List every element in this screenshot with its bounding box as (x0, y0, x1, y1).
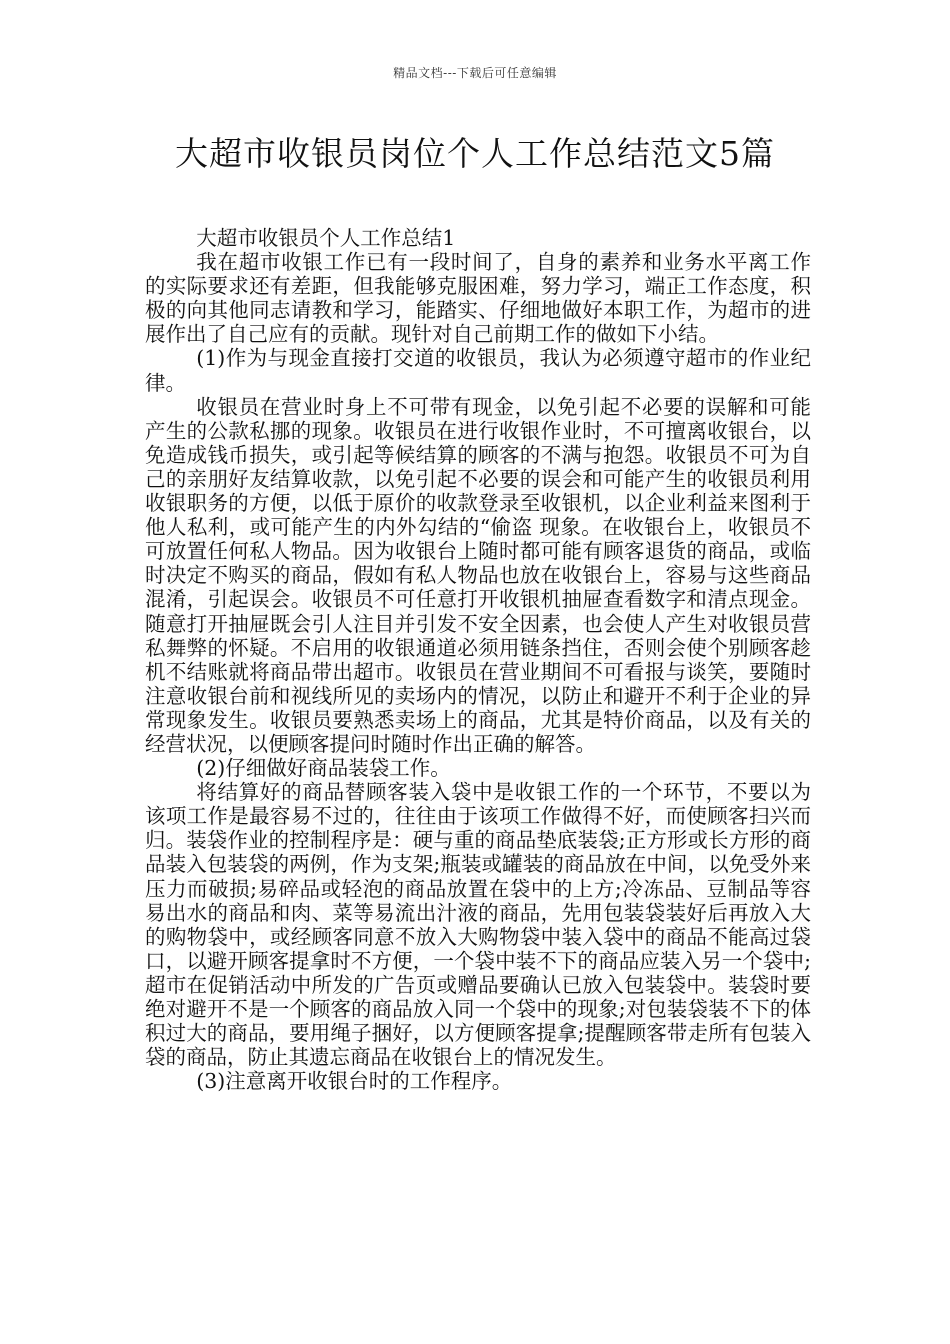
header-note: 精品文档---下载后可任意编辑 (393, 66, 557, 80)
section-title: 大超市收银员个人工作总结1 (196, 226, 456, 250)
point-2-heading: (2)仔细做好商品装袋工作。 (196, 756, 451, 781)
document-body (145, 226, 811, 1093)
point-2-body: 将结算好的商品替顾客装入袋中是收银工作的一个环节，不要以为该项工作是最容易不过的，往往由于该项工作做得不好，而使顾客扫兴而归。装袋作业的控制程序是：硬与重的商品垫底装袋;正方形或长方形的商品装入包装袋的两例，作为支架;瓶装或罐装的商品放在中间，以免受外来压力而破损;易碎品或轻泡的商品放置在袋中的上方;冷冻品、豆制品等容易出水的商品和肉、菜等易流出汁液的商品，先用包装袋装好后再放入大的购物袋中，或经顾客同意不放入大购物袋中装入袋中的商品不能高过袋口，以避开顾客提拿时不方便，一个袋中装不下的商品应装入另一个袋中;超市在促销活动中所发的广告页或赠品要确认已放入包装袋中。装袋时要绝对避开不是一个顾客的商品放入同一个袋中的现象;对包装袋装不下的体积过大的商品，要用绳子捆好，以方便顾客提拿;提醒顾客带走所有包装入袋的商品，防止其遗忘商品在收银台上的情况发生。 (145, 780, 811, 1070)
paragraph-intro: 我在超市收银工作已有一段时间了，自身的素养和业务水平离工作的实际要求还有差距，但我能够克服困难，努力学习，端正工作态度，积极的向其他同志请教和学习，能踏实、仔细地做好本职工作，为超市的进展作出了自己应有的贡献。现针对自己前期工作的做如下小结。 (145, 250, 811, 347)
document-title: 大超市收银员岗位个人工作总结范文5篇 (175, 134, 775, 173)
point-3-heading: (3)注意离开收银台时的工作程序。 (196, 1069, 513, 1094)
point-1-body: 收银员在营业时身上不可带有现金，以免引起不必要的误解和可能产生的公款私挪的现象。收银员在进行收银作业时，不可擅离收银台，以免造成钱币损失，或引起等候结算的顾客的不满与抱怨。收银员不可为自己的亲朋好友结算收款，以免引起不必要的误会和可能产生的收银员利用收银职务的方便，以低于原价的收款登录至收银机，以企业利益来图利于他人私利，或可能产生的内外勾结的“偷盗 现象。在收银台上，收银员不可放置任何私人物品。因为收银台上随时都可能有顾客退货的商品，或临时决定不购买的商品，假如有私人物品也放在收银台上，容易与这些商品混淆，引起误会。收银员不可任意打开收银机抽屉查看数字和清点现金。随意打开抽屉既会引人注目并引发不安全因素，也会使人产生对收银员营私舞弊的怀疑。不启用的收银通道必须用链条挡住，否则会使个别顾客趁机不结账就将商品带出超市。收银员在营业期间不可看报与谈笑，要随时注意收银台前和视线所见的卖场内的情况，以防止和避开不利于企业的异常现象发生。收银员要熟悉卖场上的商品，尤其是特价商品，以及有关的经营状况，以便顾客提问时随时作出正确的解答。 (145, 394, 811, 756)
point-1-heading: (1)作为与现金直接打交道的收银员，我认为必须遵守超市的作业纪律。 (145, 346, 811, 395)
